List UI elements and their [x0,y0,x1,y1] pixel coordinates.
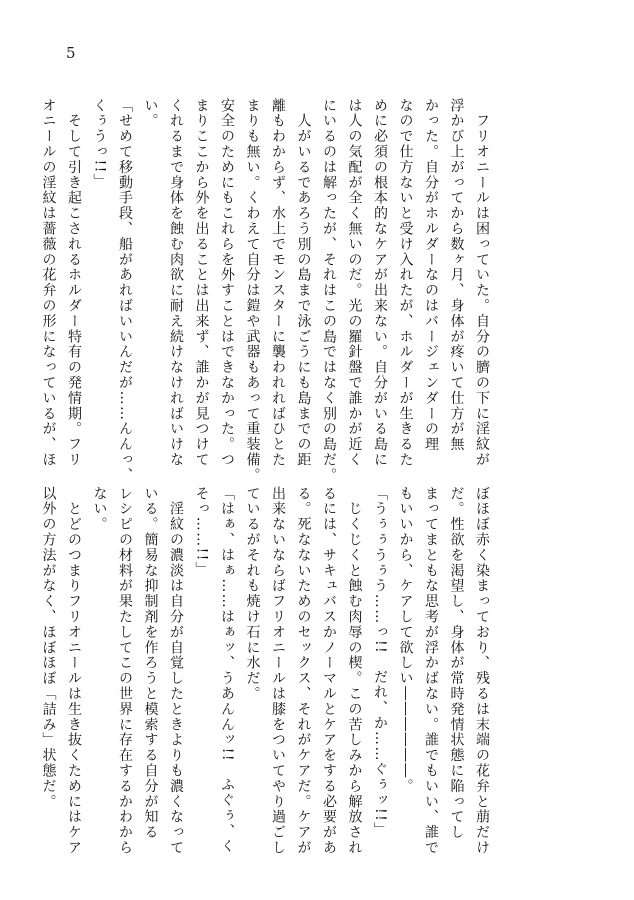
text-line: レシピの材料が果たしてこの世界に存在するかわから [117,486,133,856]
text-line: 安全のためにもこれらを外すことはできなかった。つ [219,98,235,468]
text-line: 淫紋の濃淡は自分が自覚したときよりも濃くなって [168,486,184,856]
text-line: めに必須の根本的なケアが出来ない。自分がいる島に [372,98,388,468]
text-line: 出来ないならばフリオニールは膝をついてやり過ごし [270,486,286,856]
text-line: まってまともな思考が浮かばない。誰でもいい、誰で [423,486,439,856]
text-line: くれるまで身体を蝕む肉欲に耐え続けなければいけな [168,98,184,468]
text-line: もいいから、ケアして欲しい――――――。 [397,486,414,794]
text-line: そして引き起こされるホルダー特有の発情期。フリ [66,98,82,468]
text-line: そっ……!!」 [193,486,210,578]
text-line: かった。自分がホルダーなのはバージェンダーの理 [423,98,439,453]
text-line: 人がいるであろう別の島まで泳ごうにも島までの距 [295,98,312,468]
text-line: 「うぅぅうぅう……っ!! だれ、か……ぐぅッ!!」 [372,486,388,838]
text-line: 離もわからず、水上でモンスターに襲われればひとた [270,98,286,468]
text-line: は人の気配が全く無いのだ。光の羅針盤で誰かが近く [346,98,363,468]
text-line: くぅうっ!!」 [91,98,108,190]
page-number: 5 [66,44,76,62]
text-line: じくじくと蝕む肉辱の楔。この苦しみから解放され [346,486,363,856]
text-line: るには、サキュバスかノーマルとケアをする必要があ [321,486,337,856]
text-line: だ。性欲を渇望し、身体が常時発情状態に陥ってし [448,486,465,841]
text-line: にいるのは解ったが、それはこの島ではなく別の島だ。 [321,98,337,483]
text-line: まりここから外を出ることは出来ず、誰かが見つけて [193,98,210,468]
text-line: とどのつまりフリオニールは生き抜くためにはケア [66,486,82,856]
text-line: ているがそれも焼け石に水だ。 [244,486,261,702]
text-line: ない。 [91,486,108,533]
text-line: まりも無い。くわえて自分は鎧や武器もあって重装備。 [244,98,261,483]
text-line: ぼほぼ赤く染まっており、残るは末端の花弁と萠だけ [474,486,490,856]
text-block-bottom [35,486,494,858]
text-line: いる。簡易な抑制剤を作ろうと模索する自分が知る [142,486,159,841]
text-line: 「はぁ、はぁ……はぁッ、うあんんッ!! ふぐぅ、く [219,486,235,855]
text-line: 以外の方法がなく、ほぼほぼ「詰み」状態だ。 [40,486,57,810]
text-line: フリオニールは困っていた。自分の臍の下に淫紋が [474,98,490,468]
text-line: オニールの淫紋は薔薇の花弁の形になっているが、ほ [40,98,57,468]
text-block-top [35,98,494,483]
text-line: 浮かび上がってから数ヶ月、身体が疼いて仕方が無 [448,98,465,453]
text-line: る。死なないためのセックス、それがケアだ。ケアが [295,486,312,856]
text-line: 「せめて移動手段、船があればいいんだが……んんっ、 [117,98,133,483]
text-line: なので仕方ないと受け入れたが、ホルダーが生きるた [397,98,414,468]
text-line: い。 [142,98,159,129]
